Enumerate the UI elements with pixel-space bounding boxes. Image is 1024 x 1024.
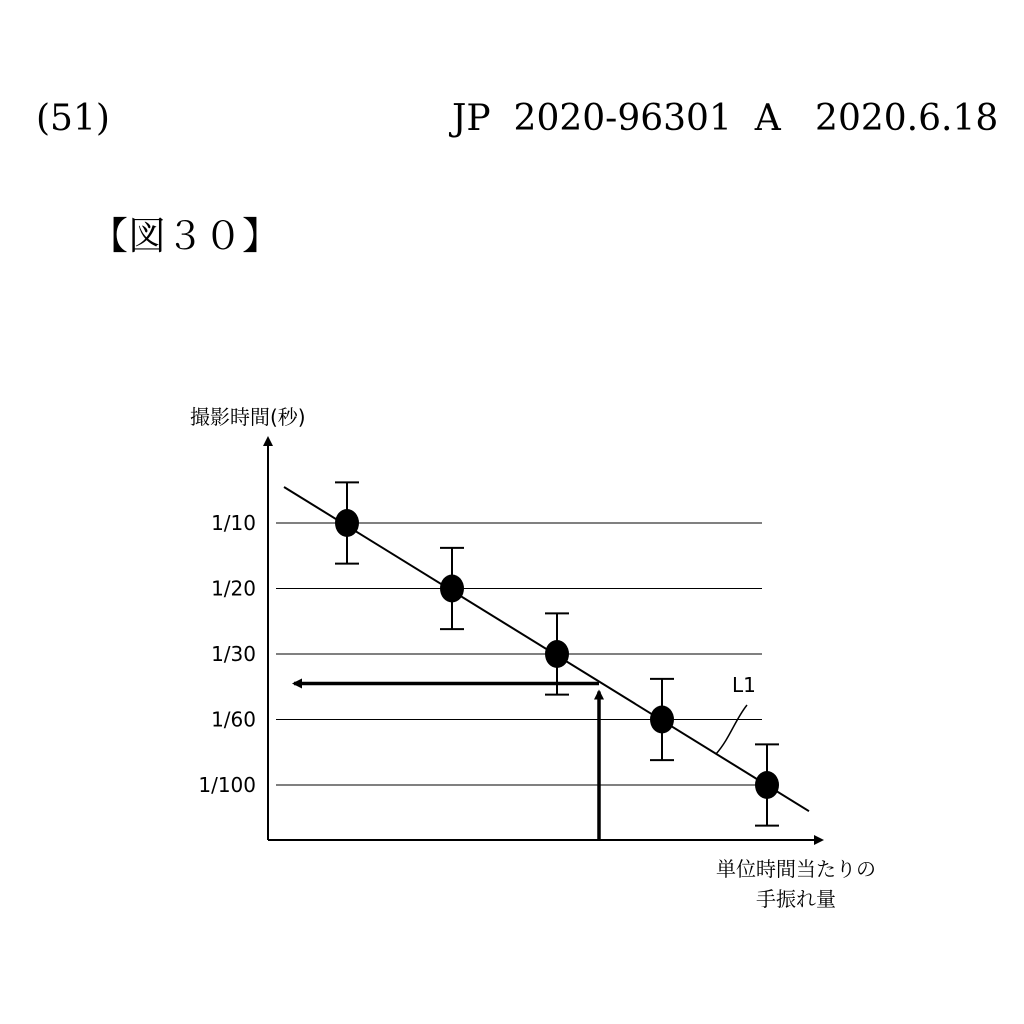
y-tick-labels [198,511,256,797]
l1-label: L1 [732,673,756,697]
data-point [545,640,569,668]
publication-number: JP 2020-96301 A 2020.6.18 [452,98,999,139]
y-tick-label: 1/30 [211,642,256,666]
y-axis-label: 撮影時間(秒) [190,405,306,429]
x-axis-label-line1: 単位時間当たりの [716,857,876,881]
figure-title: 【図３０】 [90,214,281,258]
y-tick-label: 1/20 [211,576,256,601]
data-point [335,509,359,537]
data-point [650,706,674,734]
y-tick-label: 1/60 [211,707,256,732]
page-number: (51) [36,98,110,139]
y-tick-label: 1/100 [198,773,256,797]
l1-leader-line [716,705,747,754]
axes [268,438,822,840]
x-axis-label-line2: 手振れ量 [756,887,836,911]
lookup-arrows [294,683,599,840]
grid-lines [276,523,762,785]
data-point [755,771,779,799]
y-tick-label: 1/10 [211,511,256,535]
data-point [440,575,464,603]
